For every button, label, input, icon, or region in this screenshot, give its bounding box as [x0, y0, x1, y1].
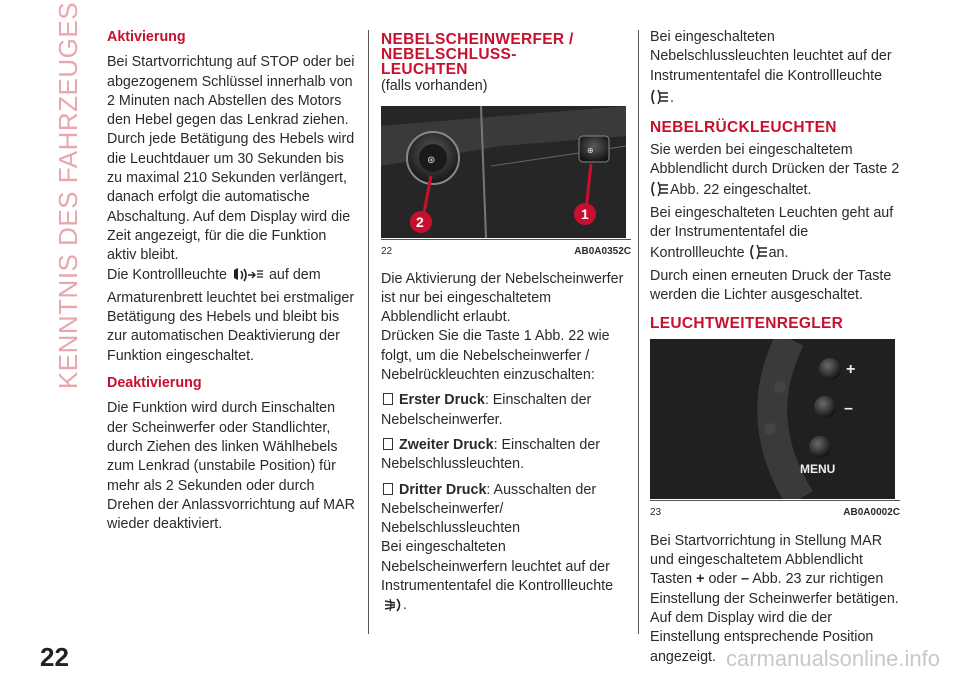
leucht-paragraph-2: Auf dem Display wird die der Einstellung entsprechende Position angezeigt. [650, 610, 874, 665]
figure-23-caption [650, 500, 900, 522]
figure-22-caption [381, 239, 631, 261]
column-middle [381, 28, 631, 620]
headlight-adjuster-photo [650, 339, 895, 499]
column-divider [638, 30, 639, 634]
nebelscheinwerfer-heading [381, 32, 631, 77]
figure-23-number: 23 [650, 506, 662, 518]
adjuster-plus-label: + [846, 360, 856, 378]
adjuster-minus-label: – [844, 399, 853, 417]
bullet-box-icon [383, 483, 393, 495]
kontroll-text-before: Die Kontrollleuchte [107, 266, 228, 283]
nebel-paragraph-1: Sie werden bei eingeschaltetem Abblendlicht durch Drücken der Taste 2 Abb. 22 eingeschaltet. [650, 141, 900, 204]
rear-fog-status-text: Bei eingeschalteten Nebelschlussleuchten leuchtet auf der Instrumententafel die Kontrollleuchte . [650, 28, 900, 112]
callout-1: 1 [581, 206, 589, 223]
figure-22 [381, 106, 631, 261]
column-divider [368, 30, 369, 634]
intro-text-2: Drücken Sie die Taste 1 Abb. 22 wie folgt, um die Nebelscheinwerfer / Nebelrückleuchten einzuschalten: [381, 328, 610, 384]
watermark-text: carmanualsonline.info [725, 646, 940, 671]
kontrollleuchte-paragraph [107, 266, 357, 366]
front-fog-light-icon [381, 597, 403, 619]
figure-22-code: AB0A0352C [574, 246, 631, 258]
nebel-paragraph-2: Bei eingeschalteten Leuchten geht auf der Instrumententafel die Kontrollleuchte an. [650, 204, 900, 267]
figure-23 [650, 339, 900, 522]
bullet-box-icon [383, 438, 393, 450]
deaktivierung-text: Die Funktion wird durch Einschalten der Scheinwerfer oder Standlichter, durch Ziehen des linken Wählhebels zum Lenkrad (unstabile Position) für mehr als 2 Sekunden oder durch Drehen der Anlassvorrichtung auf MAR wieder deaktiviert. [107, 400, 355, 533]
leuchtweitenregler-heading: LEUCHTWEITENREGLER [650, 314, 844, 332]
falls-vorhanden: (falls vorhanden) [381, 78, 488, 94]
bullet-dritter-druck: Dritter Druck: Ausschalten der Nebelscheinwerfer/ Nebelschlussleuchten [381, 481, 597, 537]
nebelrueckleuchten-heading: NEBELRÜCKLEUCHTEN [650, 119, 837, 137]
leucht-paragraph-1: Bei Startvorrichtung in Stellung MAR und eingeschaltetem Abblendlicht Tasten + oder – Abb. 23 zur richtigen Einstellung der Scheinwerfer betätigen. [650, 532, 899, 607]
heading-line-3: LEUCHTEN [381, 61, 468, 78]
rear-fog-light-icon [650, 88, 670, 112]
page-number: 22 [40, 642, 69, 672]
column-right [650, 28, 900, 667]
follow-me-home-icon [231, 267, 265, 289]
heading-line-1: NEBELSCHEINWERFER / [381, 31, 574, 48]
aktivierung-text-2: Durch jede Betätigung des Hebels wird die Leuchtdauer um 30 Sekunden bis zu maximal 210 Sekunden verlängert, danach erfolgt die automatische Abschaltung. Auf dem Display wird die Zeit angezeigt, für die die Funktion aktiv bleibt. [107, 131, 355, 264]
section-side-title [52, 1, 86, 390]
heading-line-2: NEBELSCHLUSS- [381, 46, 517, 63]
figure-22-number: 22 [381, 246, 393, 258]
aktivierung-text: Bei Startvorrichtung auf STOP oder bei abgezogenem Schlüssel innerhalb von 2 Minuten nach Abstellen des Motors den Hebel gegen das Lenkrad ziehen. [107, 54, 355, 129]
section-title-text: KENNTNIS DES FAHRZEUGES [53, 1, 84, 390]
bullet-box-icon [383, 393, 393, 405]
fog-light-buttons-photo [381, 106, 626, 238]
bullet-erster-druck: Erster Druck: Einschalten der Nebelscheinwerfer. [381, 392, 592, 428]
column-left [107, 28, 357, 534]
svg-text:⊕: ⊕ [587, 146, 594, 156]
menu-label: MENU [800, 461, 836, 476]
svg-text:⊛: ⊛ [427, 155, 436, 167]
figure-23-code: AB0A0002C [843, 506, 900, 518]
rear-fog-light-icon [650, 180, 670, 204]
callout-2: 2 [416, 214, 424, 231]
kontroll-text-after: auf dem Armaturenbrett leuchtet bei erstmaliger Betätigung des Hebels und bleibt bis zur automatischen Deaktivierung der Funktion eingeschaltet. [107, 266, 355, 364]
aktivierung-heading: Aktivierung [107, 29, 186, 45]
nebel-paragraph-3: Durch einen erneuten Druck der Taste werden die Lichter ausgeschaltet. [650, 267, 892, 304]
deaktivierung-heading: Deaktivierung [107, 375, 202, 392]
bullet-zweiter-druck: Zweiter Druck: Einschalten der Nebelschlussleuchten. [381, 436, 601, 473]
rear-fog-light-icon [749, 243, 769, 267]
closing-paragraph: Bei eingeschalteten Nebelscheinwerfern leuchtet auf der Instrumententafel die Kontrollleuchte . [381, 538, 631, 619]
intro-text: Die Aktivierung der Nebelscheinwerfer ist nur bei eingeschaltetem Abblendlicht erlaubt. [381, 270, 624, 326]
